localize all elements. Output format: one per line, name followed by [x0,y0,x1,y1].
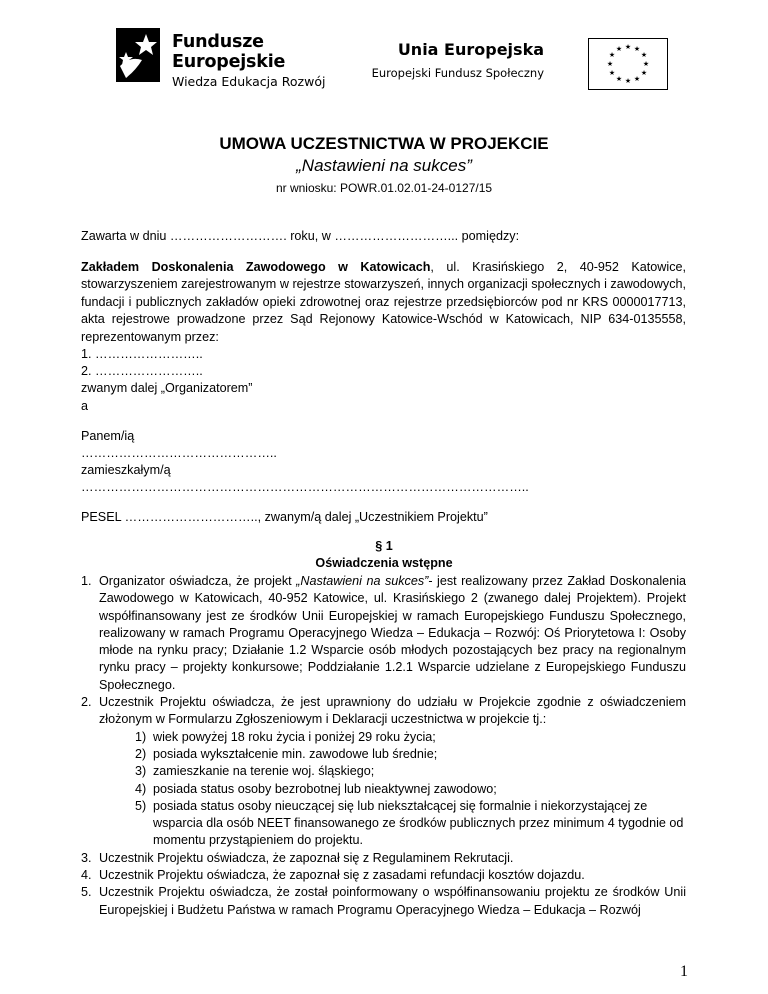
list-item: 3. Uczestnik Projektu oświadcza, że zapoznał się z Regulaminem Rekrutacji. [81,850,514,865]
sub-list-item: 4) posiada status osoby bezrobotnej lub nieaktywnej zawodowo; [135,781,497,796]
sub-list-item: 2) posiada wykształcenie min. zawodowe lub średnie; [135,746,438,761]
application-number: nr wniosku: POWR.01.02.01-24-0127/15 [275,181,493,195]
project-name-inline: „Nastawieni na sukces” [296,574,429,588]
residence-label: zamieszkałym/ą [81,463,171,477]
svg-text:★: ★ [633,75,641,83]
svg-text:★: ★ [608,69,616,77]
svg-text:★: ★ [624,43,632,51]
list-item: 4. Uczestnik Projektu oświadcza, że zapoznał się z zasadami refundacji kosztów dojazdu. [81,868,585,883]
eu-subtitle: Europejski Fundusz Społeczny [371,66,544,80]
eu-flag-icon [588,38,668,90]
svg-text:★: ★ [606,60,614,68]
and-text: a [81,399,89,413]
list-item: 2. Uczestnik Projektu oświadcza, że jest uprawniony do udziału w Projekcie zgodnie z oświadczeniem złożonym w Formularzu Zgłoszeniowym i Deklaracji uczestnictwa w projekcie tj.: 1) wiek powyżej 18 roku życia i poniżej 29 roku życia; 2) posiada wykształcenie min. zawodowe lub średnie; 3) zamieszkanie na terenie woj. śląskiego; 4) posiada status osoby bezrobotnej lub nieaktywnej zawodowo; 5) posiada status osoby nieuczącej się lub niekształcącej się formalnie i niekorzystającej ze wsparcia dla osób NEET finansowanego ze środków publicznych przez minimum 4 tygodnie od momentu przystąpieniem do projektu. [81,694,686,850]
concluded-line: Zawarta w dniu ………………………. roku, w ………………………... pomiędzy: [81,229,520,243]
svg-text:★: ★ [633,45,641,53]
page-number: 1 [680,963,688,980]
svg-text:★: ★ [642,60,650,68]
pesel-line: PESEL ………………………….., zwanym/ą dalej „Uczestnikiem Projektu” [81,510,488,524]
fe-star-icon [112,26,164,86]
representative-1: 1. …………………….. [81,347,203,361]
participant-name-blank: ……………………………………….. [81,446,277,460]
svg-text:★: ★ [615,75,623,83]
svg-text:★: ★ [640,51,648,59]
eligibility-sublist [99,729,686,850]
project-name: „Nastawieni na sukces” [296,156,472,175]
sub-list-item: 3) zamieszkanie na terenie woj. śląskiego; [135,764,375,779]
svg-text:★: ★ [640,69,648,77]
eu-title: Unia Europejska [397,40,544,59]
fundusze-europejskie-logo [112,26,342,92]
organizer-paragraph [81,259,686,346]
section-number: § 1 [375,539,393,553]
fe-logo-line2: Europejskie [172,52,286,72]
document-title: UMOWA UCZESTNICTWA W PROJEKCIE [219,134,549,153]
sub-list-item: 5) posiada status osoby nieuczącej się lub niekształcącej się formalnie i niekorzystającej ze wsparcia dla osób NEET finansowanego ze środków publicznych przez minimum 4 tygodnie od momentu przystąpieniem do projektu. [135,798,684,848]
fe-logo-line1: Fundusze [172,32,264,52]
organizer-description: , ul. Krasińskiego 2, 40-952 Katowice, stowarzyszeniem zarejestrowanym w rejestrze stowarzyszeń, innych organizacji społecznych i zawodowych, fundacji i publicznych zakładów opieki zdrowotnej oraz rejestrze przedsiębiorców pod nr KRS 0000017713, akta rejestrowe prowadzone przez Sąd Rejonowy Katowice-Wschód w Katowicach, NIP 634-0135558, reprezentowanym przez: [81,260,687,344]
svg-text:★: ★ [624,77,632,85]
svg-text:★: ★ [608,51,616,59]
organizer-alias: zwanym dalej „Organizatorem” [81,381,253,395]
participant-label: Panem/ią [81,429,135,443]
residence-blank: …………………………………………………………………………………………….. [81,480,529,494]
fe-logo-line3: Wiedza Edukacja Rozwój [172,74,326,89]
organizer-name: Zakładem Doskonalenia Zawodowego w Katowicach [81,260,431,274]
list-item: 5. Uczestnik Projektu oświadcza, że został poinformowany o współfinansowaniu projektu ze środków Unii Europejskiej i Budżetu Państwa w ramach Programu Operacyjnego Wiedza – Edukacja – Rozwój [81,885,686,917]
list-item: 1. Organizator oświadcza, że projekt „Nastawieni na sukces”- jest realizowany przez Zakład Doskonalenia Zawodowego w Katowicach, 40-952 Katowice, ul. Krasińskiego 2 (zwanego dalej Projektem). Projekt współfinansowany jest ze środków Unii Europejskiej w ramach Europejskiego Funduszu Społecznego, realizowany w ramach Programu Operacyjnego Wiedza – Edukacja – Rozwój: Oś Priorytetowa I: Osoby młode na rynku pracy; Działanie 1.2 Wsparcie osób młodych pozostających bez pracy na regionalnym rynku pracy – projekty konkursowe; Poddziałanie 1.2.1 Wsparcie udzielane z Europejskiego Funduszu Społecznego. [81,574,686,692]
svg-text:★: ★ [615,45,623,53]
sub-list-item: 1) wiek powyżej 18 roku życia i poniżej 29 roku życia; [135,729,436,744]
declarations-list [81,573,686,919]
section-title: Oświadczenia wstępne [315,556,453,570]
representative-2: 2. …………………….. [81,364,203,378]
